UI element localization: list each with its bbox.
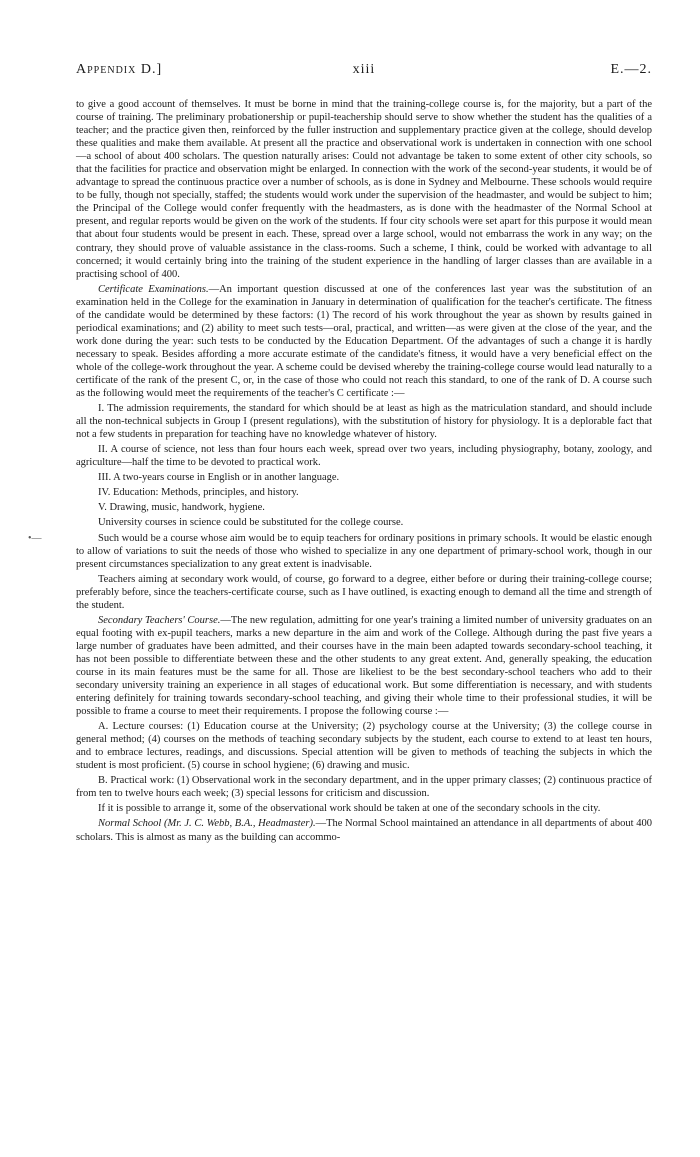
course-item-b: B. Practical work: (1) Observational work in the secondary department, and in the upper primary classes; (2) continuous practice of from ten to twelve hours each week; (3) special lessons for criticism and discussion. xyxy=(76,775,652,800)
header-page-number: xiii xyxy=(352,62,376,77)
header-appendix-label: Appendix D.] xyxy=(76,62,163,77)
paragraph-university-courses: University courses in science could be substituted for the college course. xyxy=(98,517,404,529)
course-item-5: V. Drawing, music, handwork, hygiene. xyxy=(98,502,265,514)
course-item-3: III. A two-years course in English or in another language. xyxy=(98,472,340,484)
paragraph-practice: to give a good account of themselves. It must be borne in mind that the training-college course is, for the majority, but a part of the course of training. The preliminary probationership or pupil-teachership should serve to show whether the student has the qualities of a teacher; and the practice given then, reinforced by the fuller instruction and supplementary practice given at the college, should develop these qualities and make them available. At present all the practice and observational work is undertaken in connection with one school—a school of about 400 scholars. The question naturally arises: Could not advantage be taken to some extent of other city schools, so that the facilities for practice and observation might be enlarged. In connection with the work of the second-year students, it would be of advantage to spread the continuous practice over a number of schools, as is done in Sydney and Melbourne. These schools would require to be fully, though not specially, staffed; the students would work under the supervision of the headmaster, and would be subject to him; the Principal of the College would confer frequently with the headmasters, as is done with the headmaster of the Normal School at present, and regular reports would be given on the work of the students. If four city schools were set apart for this purpose it would mean that about four students would be present in each. These, spread over a large school, would not embarrass the work in any way; on the contrary, they should prove of valuable assistance in the class-rooms. Such a scheme, I think, could be worked with advantage to all concerned; it would certainly bring into the training of the student experience in the handling of larger classes than are available in a practising school of 400. xyxy=(76,99,652,280)
running-header xyxy=(76,62,652,84)
margin-mark: •— xyxy=(28,533,42,544)
course-item-2: II. A course of science, not less than four hours each week, spread over two years, including physiography, botany, zoology, and agriculture—half the time to be devoted to practical work. xyxy=(76,444,652,469)
paragraph-text: —An important question discussed at one of the conferences last year was the substitution of an examination held in the College for the examination in January in determination of qualification for the teacher's certificate. The fitness of the candidate would be determined by these factors: (1) The record of his work throughout the year as shown by results gained in periodical examinations; and (2) ability to meet such tests—oral, practical, and written—as were given at the close of the year, and the work done during the year: such tests to be conducted by the Education Department. Of the advantages of such a change it is hardly necessary to speak. Besides affording a more accurate estimate of the candidate's fitness, it would have a very beneficial effect on the whole of the college-work throughout the year. A scheme could be devised whereby the training-college course would lead naturally to a certificate of the rank of the present C, or, in the case of those who could not reach this standard, to one of the rank of D. A course such as the following would meet the requirements of the teacher's C certificate :— xyxy=(76,283,652,400)
course-item-4: IV. Education: Methods, principles, and history. xyxy=(98,487,299,499)
course-item-1: I. The admission requirements, the standard for which should be at least as high as the matriculation standard, and should include all the non-technical subjects in Group I (present regulations), with the substitution of history for physiology. It is a deplorable fact that not a few students in preparation for teaching have no knowledge whatever of history. xyxy=(76,403,652,441)
paragraph-text: —The Normal School maintained an attendance in all departments of about 400 scholars. This is almost as many as the building can accommo- xyxy=(76,818,652,843)
paragraph-text: —The new regulation, admitting for one year's training a limited number of university graduates on an equal footing with ex-pupil teachers, marks a new departure in the aim and work of the College. Although during the past five years a large number of graduates have been admitted, and their courses have in the main been adapted towards secondary-school teaching, it has not been possible to differentiate between these and the other students to any great extent. And, generally speaking, the education course in its main features must be the same for all. Those are likeliest to be the best secondary-school teachers who add to their secondary university training an experience in all stages of educational work. But some differentiation is necessary, and with students entering definitely for training towards secondary-school teaching, and giving their whole time to their professional studies, it will be possible to frame a course to meet their requirements. I propose the following course :— xyxy=(76,614,652,718)
paragraph-secondary-teachers: Teachers aiming at secondary work would, of course, go forward to a degree, either before or during their training-college course; preferably before, since the teachers-certificate course, such as I have outlined, is exacting enough to demand all the time and strength of the student. xyxy=(76,573,652,611)
section-heading-certificate: Certificate Examinations. xyxy=(98,283,209,295)
section-heading-secondary: Secondary Teachers' Course. xyxy=(98,614,221,626)
paragraph-certificate-examinations xyxy=(76,283,652,400)
document-body xyxy=(76,98,652,846)
paragraph-secondary-course xyxy=(76,614,652,718)
paragraph-course-aim: Such would be a course whose aim would be to equip teachers for ordinary positions in primary schools. It would be elastic enough to allow of variations to suit the needs of those who wished to specialize in any one department of primary-school work, though in our present circumstances specialization to any great extent is inadvisable. xyxy=(76,532,652,570)
paragraph-normal-school xyxy=(76,817,652,843)
section-heading-normal-school: Normal School (Mr. J. C. Webb, B.A., Headmaster). xyxy=(98,818,316,830)
paragraph-observational-work: If it is possible to arrange it, some of the observational work should be taken at one of the secondary schools in the city. xyxy=(98,803,601,815)
course-item-a: A. Lecture courses: (1) Education course at the University; (2) psychology course at the University; (3) the college course in general method; (4) courses on the methods of teaching secondary subjects by the student, each course to extend to at least ten hours, and to embrace lectures, readings, and discussions. Special attention will be given to methods of teaching the subjects in which the student is most proficient. (5) course in school hygiene; (6) drawing and music. xyxy=(76,721,652,772)
header-document-code: E.—2. xyxy=(610,62,652,77)
